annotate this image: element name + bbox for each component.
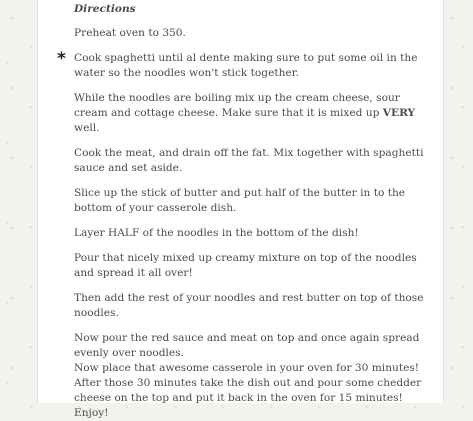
step-mix-cheese-end: well. [74, 122, 100, 134]
asterisk-marker: * [57, 49, 66, 69]
directions-section [74, 2, 424, 421]
step-red-sauce: Now pour the red sauce and meat on top and once again spread evenly over noodles. [74, 332, 420, 359]
step-pour-mixture: Pour that nicely mixed up creamy mixture on top of the noodles and spread it all over! [74, 252, 417, 279]
step-cook-meat: Cook the meat, and drain off the fat. Mix together with spaghetti sauce and set aside. [74, 147, 424, 174]
step-cook-spaghetti: Cook spaghetti until al dente making sure to put some oil in the water so the noodles won't stick together. [74, 52, 418, 79]
emphasis-very: VERY [382, 107, 416, 119]
step-butter: Slice up the stick of butter and put half of the butter in to the bottom of your casserole dish. [74, 187, 406, 214]
step-preheat: Preheat oven to 350. [74, 27, 186, 39]
step-add-rest: Then add the rest of your noodles and rest butter on top of those noodles. [74, 292, 424, 319]
recipe-page [37, 0, 444, 419]
step-mix-cheese-text: While the noodles are boiling mix up the cream cheese, sour cream and cottage cheese. Make sure that it is mixed up [74, 92, 400, 119]
step-bake: Now place that awesome casserole in your oven for 30 minutes! [74, 362, 420, 374]
step-enjoy: Enjoy! [74, 407, 109, 419]
step-cheese: After those 30 minutes take the dish out and pour some chedder cheese on the top and put it back in the oven for 15 minutes! [74, 377, 422, 404]
step-layer-noodles: Layer HALF of the noodles in the bottom of the dish! [74, 227, 359, 239]
step-mix-cheese [74, 91, 424, 136]
directions-heading: Directions [74, 3, 136, 15]
